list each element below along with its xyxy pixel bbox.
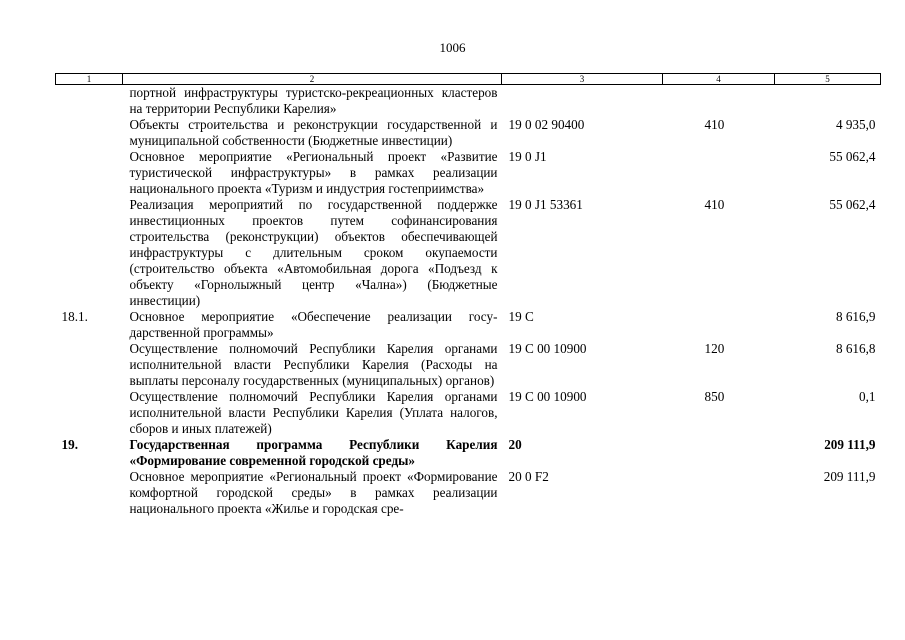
row-description: портной инфраструктуры туристско-рекреационных кластеров на территории Республики Карелия» <box>129 85 498 116</box>
row-expense-type: 410 <box>704 197 725 212</box>
row-description: Государственная программа Республики Карелия «Формирование современной городской среды» <box>129 437 498 468</box>
row-description: Реализация мероприятий по государственной поддержке инвестиционных проектов путем софинансирования строительства (реконструкции) объектов обеспечивающей инфраструктуры с длительным сроком окупаемости (строительство объекта «Автомобильная дорога «Подъезд к объекту «Горнолыжный центр «Чална») (Бюджетные инвестиции) <box>129 197 498 308</box>
table-row <box>56 341 881 389</box>
row-description: Основное мероприятие «Обеспечение реализации государственной программы» <box>129 309 498 340</box>
row-description: Объекты строительства и реконструкции государственной и муниципальной собственности (Бюджетные инвестиции) <box>129 117 498 148</box>
row-expense-type: 410 <box>704 117 725 132</box>
row-number <box>56 197 123 309</box>
row-amount: 8 616,8 <box>835 341 876 356</box>
column-number-3: 3 <box>502 74 663 85</box>
row-number: 18.1. <box>61 309 88 324</box>
row-number <box>56 149 123 197</box>
table-row <box>56 309 881 341</box>
row-classification-code <box>502 85 663 118</box>
row-number <box>56 341 123 389</box>
row-expense-type <box>663 309 775 341</box>
row-description: Осуществление полномочий Республики Карелия органами исполнительной власти Республики Карелия (Расходы на выплаты персоналу государственных (муниципальных) органов) <box>129 341 498 388</box>
table-row <box>56 117 881 149</box>
table-row <box>56 197 881 309</box>
row-amount: 55 062,4 <box>829 149 876 164</box>
row-expense-type: 850 <box>704 389 725 404</box>
table-row <box>56 469 881 517</box>
row-classification-code: 20 <box>508 437 522 452</box>
row-number <box>56 117 123 149</box>
row-amount: 4 935,0 <box>835 117 876 132</box>
row-number <box>56 85 123 118</box>
row-description: Основное мероприятие «Региональный проект «Формирование комфортной городской среды» в рамках реализации национального проекта «Жилье и городская сре- <box>129 469 498 516</box>
row-classification-code: 19 C 00 10900 <box>508 389 587 404</box>
table-row <box>56 437 881 469</box>
row-amount: 0,1 <box>859 389 876 404</box>
row-expense-type <box>663 437 775 469</box>
row-classification-code: 19 0 02 90400 <box>508 117 585 132</box>
row-amount: 209 111,9 <box>824 437 876 452</box>
row-classification-code: 19 0 J1 <box>508 149 547 164</box>
row-amount: 209 111,9 <box>823 469 876 484</box>
row-classification-code: 20 0 F2 <box>508 469 549 484</box>
row-number <box>56 389 123 437</box>
row-amount: 55 062,4 <box>829 197 876 212</box>
row-expense-type: 120 <box>704 341 725 356</box>
row-expense-type <box>663 85 775 118</box>
row-expense-type <box>663 469 775 517</box>
column-number-4: 4 <box>663 74 775 85</box>
budget-table <box>55 73 881 517</box>
table-row <box>56 85 881 118</box>
row-number <box>56 469 123 517</box>
table-row <box>56 389 881 437</box>
row-amount <box>775 85 881 118</box>
row-expense-type <box>663 149 775 197</box>
column-number-row <box>56 74 881 85</box>
row-amount: 8 616,9 <box>835 309 876 324</box>
column-number-2: 2 <box>123 74 502 85</box>
column-number-1: 1 <box>56 74 123 85</box>
table-row <box>56 149 881 197</box>
row-description: Осуществление полномочий Республики Карелия органами исполнительной власти Республики Карелия (Уплата налогов, сборов и иных платежей) <box>129 389 498 436</box>
row-classification-code: 19 0 J1 53361 <box>508 197 583 212</box>
row-number: 19. <box>61 437 78 452</box>
page-number: 1006 <box>439 40 466 55</box>
row-description: Основное мероприятие «Региональный проект «Развитие туристической инфраструктуры» в рамках реализации национального проекта «Туризм и индустрия гостеприимства» <box>129 149 498 196</box>
row-classification-code: 19 C <box>508 309 534 324</box>
row-classification-code: 19 C 00 10900 <box>508 341 587 356</box>
column-number-5: 5 <box>775 74 881 85</box>
